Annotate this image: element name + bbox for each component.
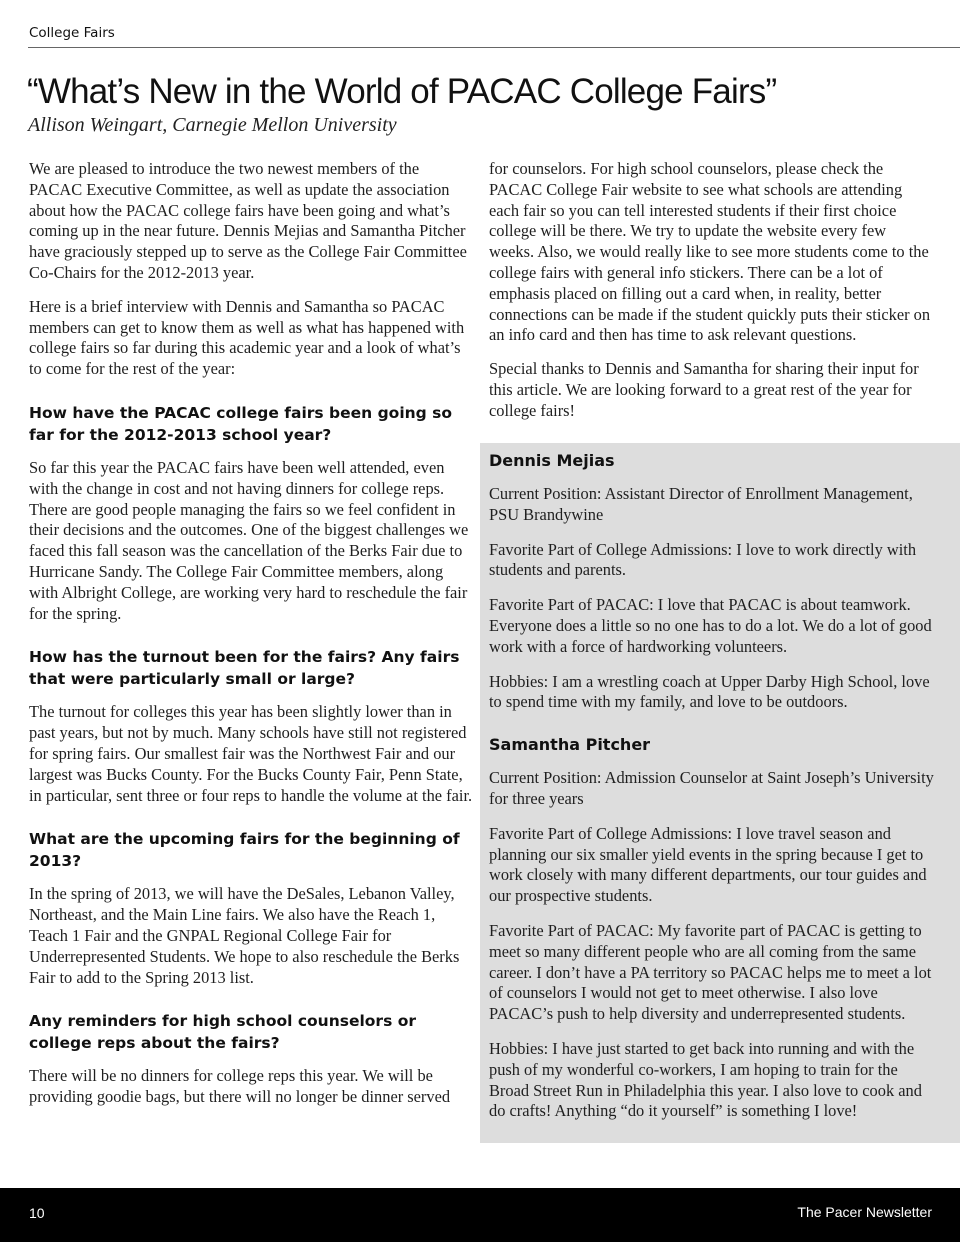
continuation-paragraph: for counselors. For high school counselors, please check the PACAC College Fair website to see what schools are attending each fair so you can tell interested students if their first choice college will be there. We try to update the website every few weeks. Also, we would really like to see more students come to the college fairs with general info stickers. There can be a lot of emphasis placed on filling out a card when, in reality, better connections can be made if the student quickly puts their sticker on an info card and then has time to ask relevant questions. [489, 159, 931, 345]
question-heading: How have the PACAC college fairs been going so far for the 2012-2013 school year? [29, 403, 453, 444]
header-divider [28, 47, 960, 48]
section-label: College Fairs [29, 25, 115, 41]
question-heading: Any reminders for high school counselors or college reps about the fairs? [29, 1012, 416, 1053]
question-heading: What are the upcoming fairs for the beginning of 2013? [29, 830, 460, 871]
left-column [29, 159, 474, 1121]
answer-paragraph: There will be no dinners for college reps this year. We will be providing goodie bags, but there will no longer be dinner served [29, 1066, 451, 1107]
profile-detail: Favorite Part of College Admissions: I love travel season and planning our six smaller yield events in the spring because I get to work closely with many different departments, our tour guides and our prospective students. [489, 823, 927, 906]
answer-paragraph: So far this year the PACAC fairs have been well attended, even with the change in cost and not having dinners for college reps. There are good people managing the fairs so we feel confident in their decisions and the outcomes. One of the biggest challenges we faced this fall season was the cancellation of the Berks Fair due to Hurricane Sandy. The College Fair Committee members, along with Albright College, are working very hard to reschedule the fair for the spring. [29, 457, 469, 623]
profile-detail: Hobbies: I have just started to get back into running and with the push of my wonderful co-workers, I am hoping to train for the Broad Street Run in Philadelphia this year. I also love to cook and do crafts! Anything “do it yourself” is something I love! [489, 1038, 922, 1121]
profile-detail: Hobbies: I am a wrestling coach at Upper Darby High School, love to spend time with my family, and love to be outdoors. [489, 671, 930, 712]
profile-name-dennis: Dennis Mejias [489, 451, 615, 470]
right-column [489, 159, 932, 435]
answer-paragraph: In the spring of 2013, we will have the DeSales, Lebanon Valley, Northeast, and the Main Line fairs. We also have the Reach 1, Teach 1 Fair and the GNPAL Regional College Fair for Underrepresented Students. We hope to also reschedule the Berks Fair to add to the Spring 2013 list. [29, 884, 460, 987]
newsletter-name: The Pacer Newsletter [797, 1204, 932, 1220]
profile-detail: Current Position: Admission Counselor at Saint Joseph’s University for three years [489, 768, 934, 808]
profile-detail: Favorite Part of PACAC: My favorite part of PACAC is getting to meet so many different people who are all coming from the same career. I don’t have a PA territory so PACAC helps me to meet a lot of counselors I would not get to meet otherwise. I also love PACAC’s push to help diversity and underrepresented students. [489, 920, 932, 1024]
profile-detail: Favorite Part of College Admissions: I love to work directly with students and parents. [489, 539, 917, 580]
profile-detail: Current Position: Assistant Director of Enrollment Management, PSU Brandywine [489, 484, 913, 524]
profile-name-samantha: Samantha Pitcher [489, 735, 651, 755]
profile-content [489, 451, 934, 1136]
article-title: “What’s New in the World of PACAC College Fairs” [27, 72, 777, 111]
page-number: 10 [29, 1205, 45, 1221]
profile-detail: Favorite Part of PACAC: I love that PACAC is about teamwork. Everyone does a little so no one has to do a lot. We do a lot of good work with a force of hardworking volunteers. [489, 595, 932, 656]
question-heading: How has the turnout been for the fairs? Any fairs that were particularly small or large? [29, 648, 460, 689]
closing-paragraph: Special thanks to Dennis and Samantha for sharing their input for this article. We are looking forward to a great rest of the year for college fairs! [489, 359, 919, 420]
intro-paragraph: We are pleased to introduce the two newest members of the PACAC Executive Committee, as well as update the association about how the PACAC college fairs have been going and what’s coming up in the near future. Dennis Mejias and Samantha Pitcher have graciously stepped up to serve as the College Fair Committee Co-Chairs for the 2012-2013 year. [29, 159, 467, 282]
article-byline: Allison Weingart, Carnegie Mellon University [28, 114, 397, 136]
answer-paragraph: The turnout for colleges this year has been slightly lower than in past years, but not by much. Many schools have still not registered for spring fairs. Our smallest fair was the Northwest Fair and our largest was Bucks County. For the Bucks County Fair, Penn State, in particular, sent three or four reps to handle the volume at the fair. [29, 702, 473, 805]
intro-paragraph: Here is a brief interview with Dennis and Samantha so PACAC members can get to know them as well as what has happened with college fairs so far during this academic year and a look of what’s to come for the rest of the year: [29, 296, 465, 379]
